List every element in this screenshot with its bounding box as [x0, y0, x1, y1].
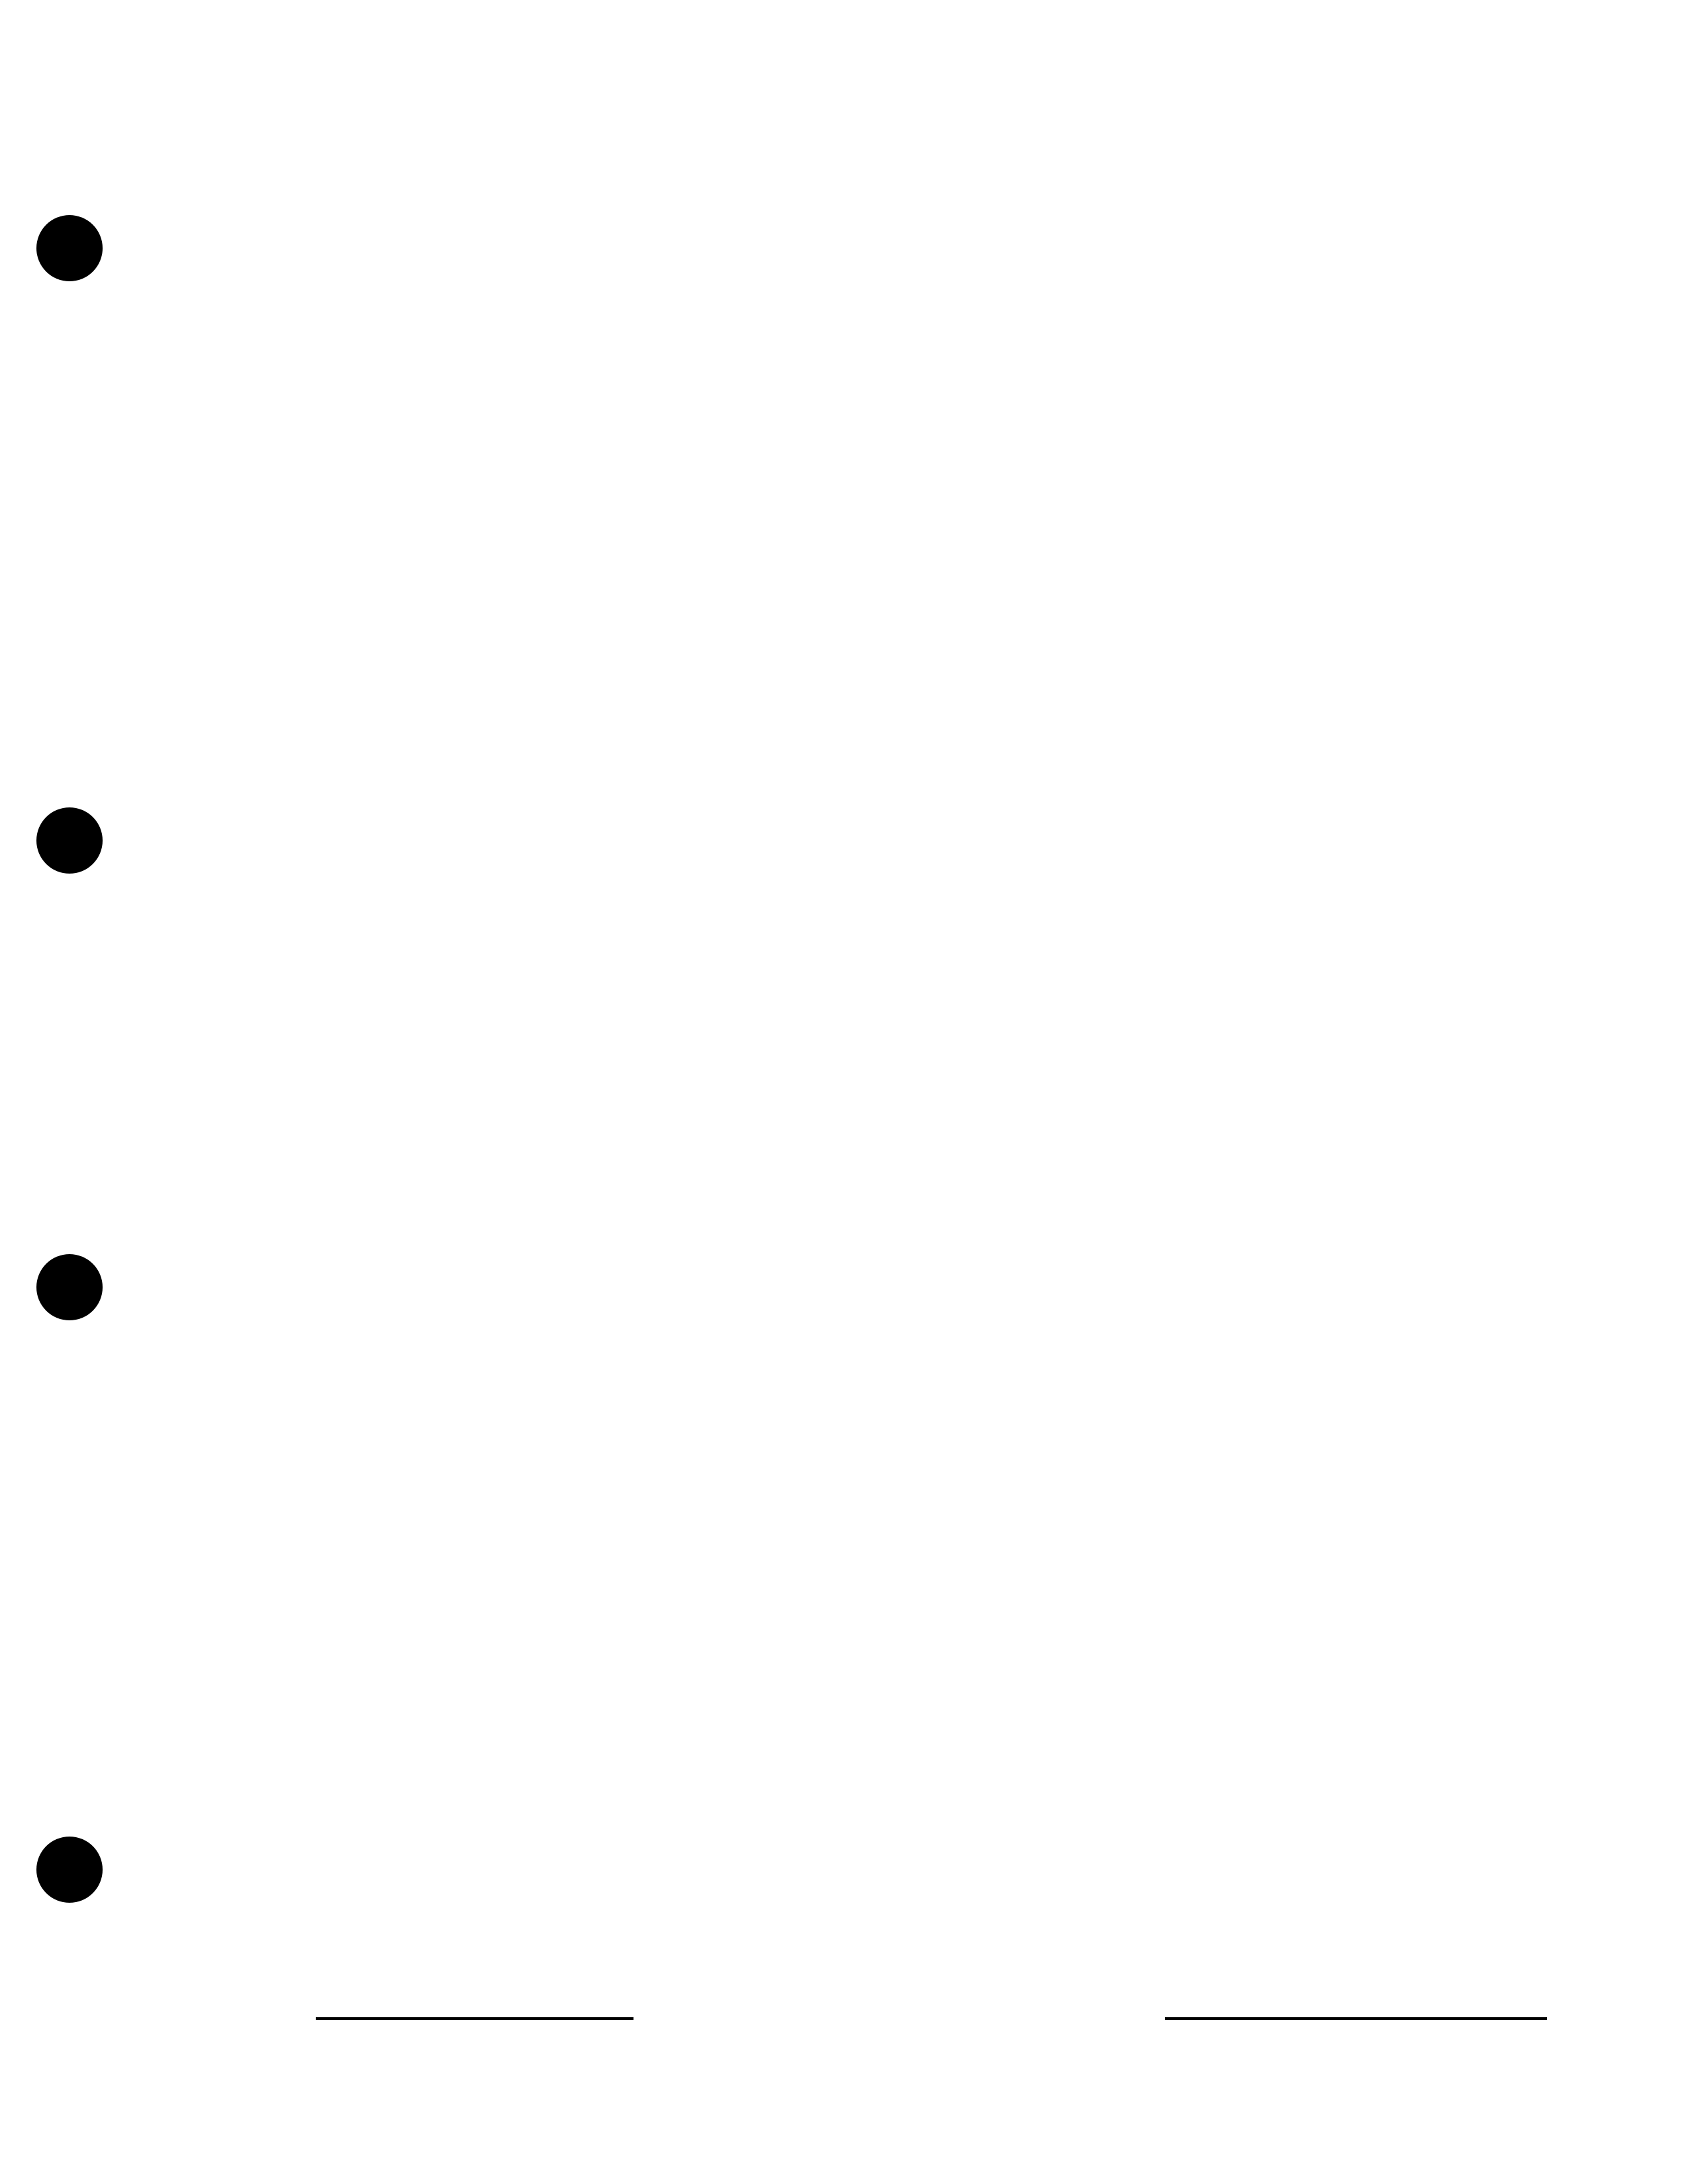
- punch-hole-2: [36, 807, 103, 874]
- parts-catalog-page: [326, 151, 1547, 171]
- footer-rule-left: [316, 2017, 633, 2020]
- punch-hole-3: [36, 1254, 103, 1320]
- punch-hole-1: [36, 215, 103, 281]
- punch-hole-4: [36, 1837, 103, 1903]
- footer-rule-right: [1165, 2017, 1547, 2020]
